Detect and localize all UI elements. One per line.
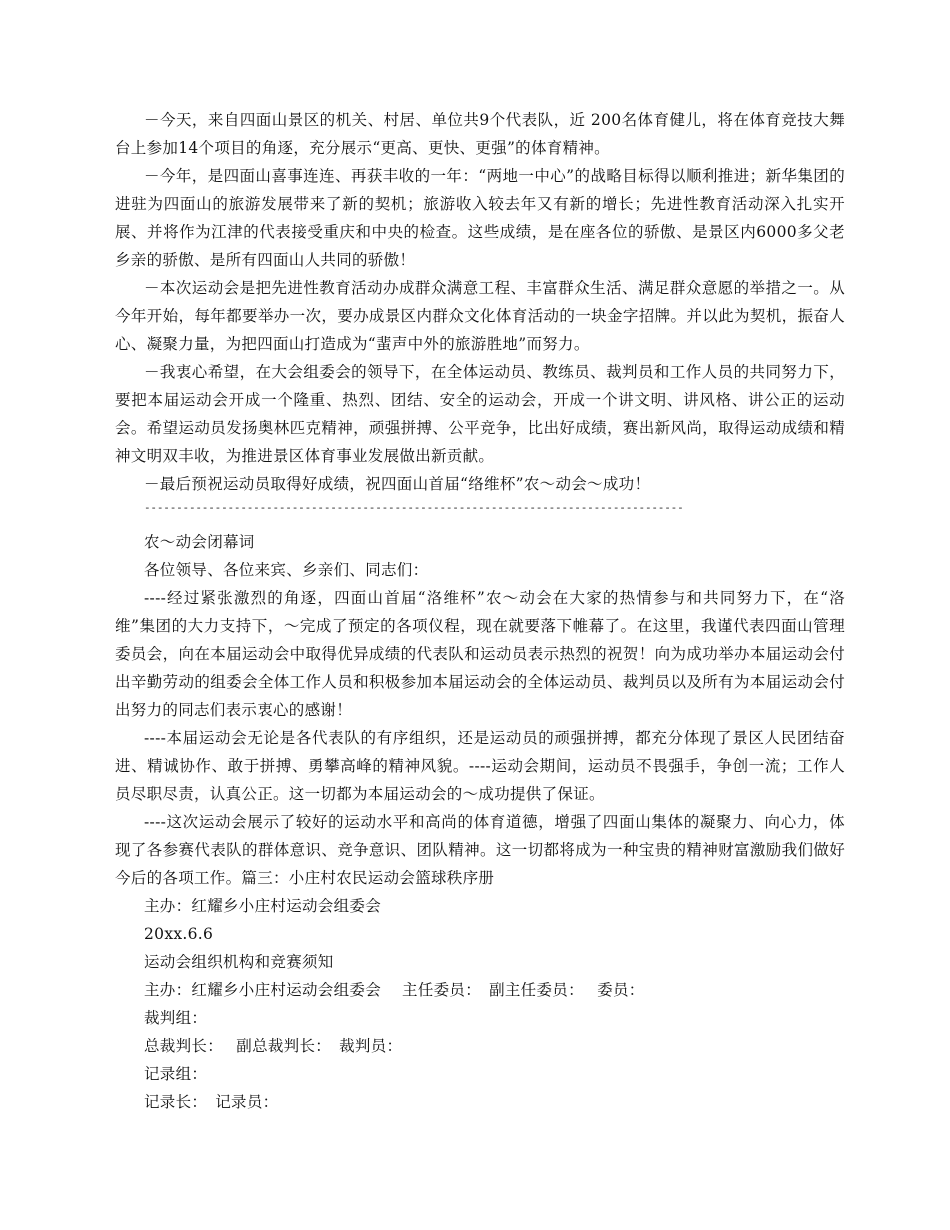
booklet-referee-group: 裁判组： xyxy=(144,1009,208,1027)
closing-paragraph-1: ----经过紧张激烈的角逐，四面山首届“洛维杯”农～动会在大家的热情参与和共同努力下，在“洛维”集团的大力支持下，～完成了预定的各项仪程，现在就要落下帷幕了。在这里，我谨代表四面山管理委员会，向在本届运动会中取得优异成绩的代表队和运动员表示热烈的祝贺！向为成功举办本届运动会付出辛勤劳动的组委会全体工作人员和积极参加本届运动会的全体运动员、裁判员以及所有为本届运动会付出努力的同志们表示衷心的感谢！ xyxy=(115,589,845,719)
closing-paragraph-2: ----本届运动会无论是各代表队的有序组织，还是运动员的顽强拼搏，都充分体现了景区人民团结奋进、精诚协作、敢于拼搏、勇攀高峰的精神风貌。----运动会期间，运动员不畏强手，争创一流；工作人员尽职尽责，认真公正。这一切都为本届运动会的～成功提供了保证。 xyxy=(115,729,845,803)
closing-speech-title: 农～动会闭幕词 xyxy=(144,533,255,551)
opening-paragraph-5: －最后预祝运动员取得好成绩，祝四面山首届“络维杯”农～动会～成功！ xyxy=(144,475,651,493)
booklet-record-roles: 记录长： 记录员： xyxy=(144,1093,279,1111)
closing-paragraph-3: ----这次运动会展示了较好的运动水平和高尚的体育道德，增强了四面山集体的凝聚力、向心力，体现了各参赛代表队的群体意识、竞争意识、团队精神。这一切都将成为一种宝贵的精神财富激励我们做好今后的各项工作。篇三：小庄村农民运动会篮球秩序册 xyxy=(115,813,845,887)
opening-paragraph-1: －今天，来自四面山景区的机关、村居、单位共9个代表队，近 200名体育健儿，将在体育竞技大舞台上参加14个项目的角逐，充分展示“更高、更快、更强”的体育精神。 xyxy=(115,111,845,157)
closing-speech-salutation: 各位领导、各位来宾、乡亲们、同志们： xyxy=(144,561,429,579)
booklet-section-title: 运动会组织机构和竞赛须知 xyxy=(144,953,334,971)
opening-speech xyxy=(115,106,845,498)
booklet-referee-roles: 总裁判长： 副总裁判长： 裁判员： xyxy=(144,1037,403,1055)
booklet-record-group: 记录组： xyxy=(144,1065,208,1083)
booklet-section xyxy=(115,892,845,1116)
document-page xyxy=(115,106,845,1116)
opening-paragraph-4: －我衷心希望，在大会组委会的领导下，在全体运动员、教练员、裁判员和工作人员的共同努力下，要把本届运动会开成一个隆重、热烈、团结、安全的运动会，开成一个讲文明、讲风格、讲公正的运动会。希望运动员发扬奥林匹克精神，顽强拼搏、公平竞争，比出好成绩，赛出新风尚，取得运动成绩和精神文明双丰收，为推进景区体育事业发展做出新贡献。 xyxy=(115,363,845,465)
booklet-host: 主办：红耀乡小庄村运动会组委会 xyxy=(144,897,382,915)
opening-paragraph-3: －本次运动会是把先进性教育活动办成群众满意工程、丰富群众生活、满足群众意愿的举措之一。从今年开始，每年都要举办一次，要办成景区内群众文化体育活动的一块金字招牌。并以此为契机，振奋人心、凝聚力量，为把四面山打造成为“蜚声中外的旅游胜地”而努力。 xyxy=(115,279,845,353)
closing-speech xyxy=(115,528,845,892)
booklet-date: 20xx.6.6 xyxy=(144,925,214,943)
section-divider: ------------------------------------------------------------------------------------ xyxy=(144,501,684,514)
spacer xyxy=(115,518,845,528)
booklet-committee: 主办：红耀乡小庄村运动会组委会 主任委员： 副主任委员： 委员： xyxy=(144,981,645,999)
opening-paragraph-2: －今年，是四面山喜事连连、再获丰收的一年：“两地一中心”的战略目标得以顺利推进；新华集团的进驻为四面山的旅游发展带来了新的契机；旅游收入较去年又有新的增长；先进性教育活动深入扎实开展、并将作为江津的代表接受重庆和中央的检查。这些成绩，是在座各位的骄傲、是景区内6000多父老乡亲的骄傲、是所有四面山人共同的骄傲！ xyxy=(115,167,845,269)
